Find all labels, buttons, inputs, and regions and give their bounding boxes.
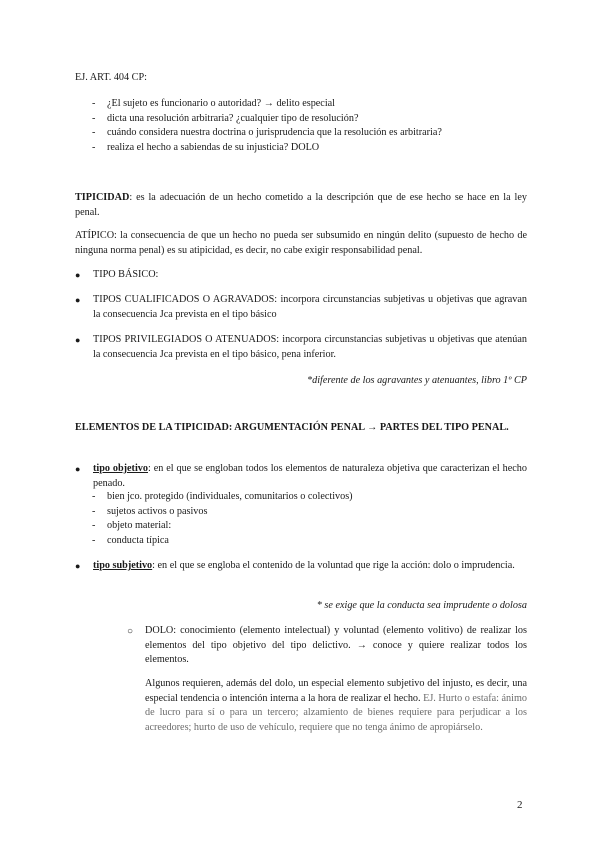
bullet-icon: ● (75, 464, 81, 474)
tipos-cualificados-bullet: ● TIPOS CUALIFICADOS O AGRAVADOS: incorpora circunstancias subjetivas u objetivas que agravan la consecuencia Jca prevista en el tipo básico (75, 294, 527, 320)
ej-header: EJ. ART. 404 CP: (75, 72, 147, 83)
tipicidad-term: TIPICIDAD (75, 192, 130, 203)
tipo-objetivo-term: tipo objetivo (93, 463, 148, 474)
list-item: - realiza el hecho a sabiendas de su injusticia? DOLO (92, 141, 522, 156)
bullet-icon: ● (75, 295, 81, 305)
atipico-definition: ATÍPICO: la consecuencia de que un hecho no pueda ser subsumido en ningún delito (supuesto de hecho de ninguna norma penal) es su atipicidad, es decir, no cabe exigir responsabilidad penal. (75, 230, 527, 256)
question-list (92, 97, 522, 155)
tipo-objetivo-bullet: ● tipo objetivo: en el que se engloban todos los elementos de naturaleza objetiva que caracterizan el hecho penado. (75, 463, 527, 489)
tipo-subjetivo-term: tipo subjetivo (93, 560, 153, 571)
list-item: - ¿El sujeto es funcionario o autoridad? → delito especial (92, 97, 522, 112)
list-item: - bien jco. protegido (individuales, comunitarios o colectivos) (92, 490, 522, 505)
list-item: - conducta típica (92, 534, 522, 549)
bullet-icon: ● (75, 561, 81, 571)
elementos-heading: ELEMENTOS DE LA TIPICIDAD: ARGUMENTACIÓN PENAL → PARTES DEL TIPO PENAL. (75, 422, 509, 433)
tipo-subjetivo-bullet: ● tipo subjetivo: en el que se engloba el contenido de la voluntad que rige la acción: dolo o imprudencia. (75, 559, 527, 574)
bullet-icon: ● (75, 270, 81, 280)
tipos-privilegiados-bullet: ● TIPOS PRIVILEGIADOS O ATENUADOS: incorpora circunstancias subjetivas u objetivas que atenúan la consecuencia Jca prevista en el tipo básico, pena inferior. (75, 334, 527, 360)
list-item: - sujetos activos o pasivos (92, 505, 522, 520)
note-agravantes: *diferente de los agravantes y atenuantes, libro 1º CP (307, 375, 527, 386)
tipo-basico-bullet: ● TIPO BÁSICO: (75, 268, 527, 283)
list-item: - objeto material: (92, 519, 522, 534)
list-item: - dicta una resolución arbitraria? ¿cualquier tipo de resolución? (92, 112, 522, 127)
list-item: - cuándo considera nuestra doctrina o jurisprudencia que la resolución es arbitraria? (92, 126, 522, 141)
circle-bullet-icon: ○ (127, 626, 134, 637)
dolo-definition: DOLO: conocimiento (elemento intelectual) y voluntad (elemento volitivo) de realizar los elementos del tipo objetivo del tipo delictivo. → conoce y quiere realizar todos los elementos. (145, 625, 527, 666)
tipicidad-definition: TIPICIDAD: es la adecuación de un hecho cometido a la descripción que de ese hecho se hace en la ley penal. (75, 192, 527, 218)
page-number: 2 (517, 799, 523, 811)
algunos-paragraph: Algunos requieren, además del dolo, un especial elemento subjetivo del injusto, es decir, una especial tendencia o intención interna a la hora de realizar el hecho. EJ. Hurto o estafa: ánimo de lucro para sí o para un tercero; alzamiento de bienes requiere para perjudicar a los acreedores; hurto de uso de vehículo, requiere que no tenga ánimo de apropiárselo. (145, 678, 527, 733)
tipo-objetivo-list (92, 490, 522, 548)
note-conducta: * se exige que la conducta sea imprudente o dolosa (316, 600, 527, 611)
bullet-icon: ● (75, 335, 81, 345)
